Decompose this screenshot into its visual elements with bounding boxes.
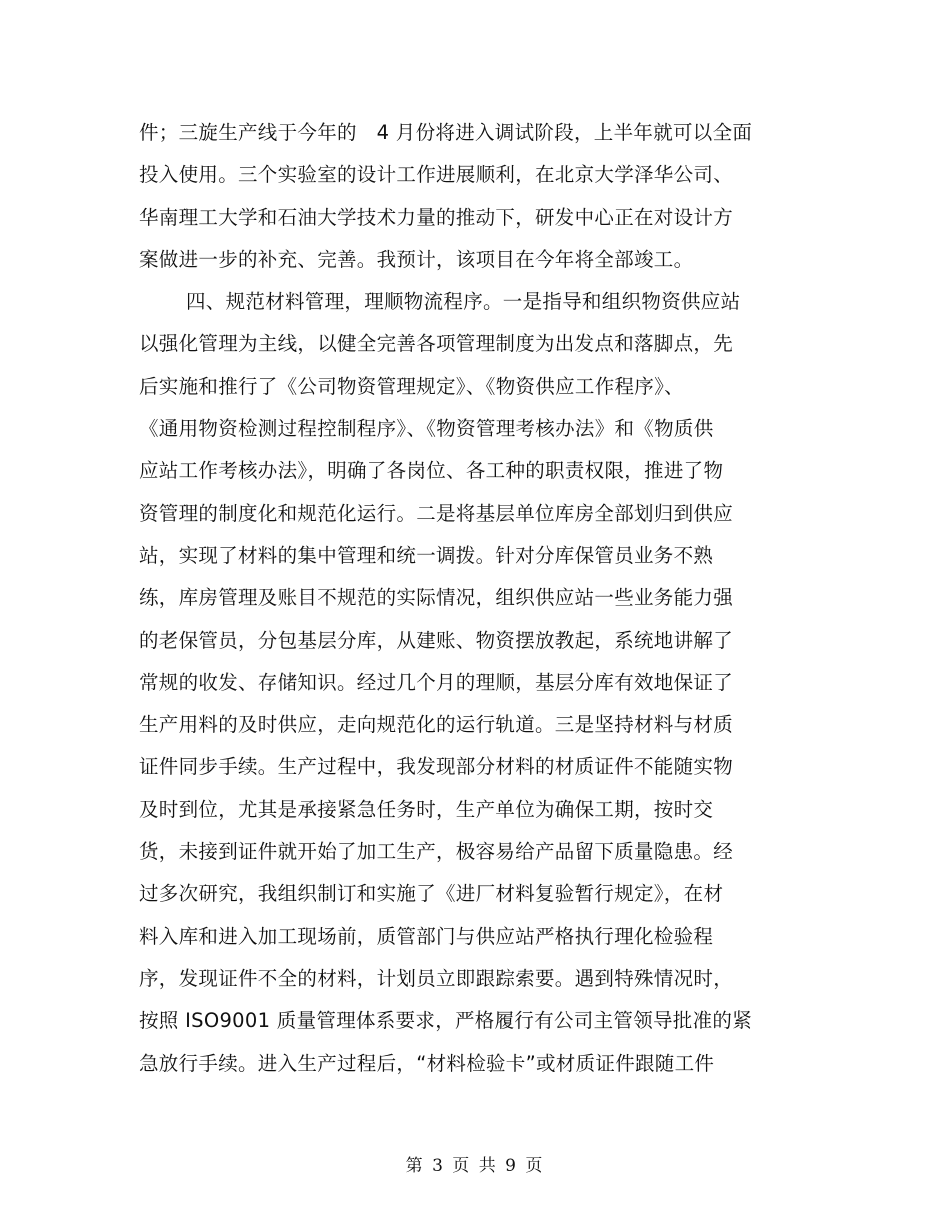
text-line: 按照 ISO9001 质量管理体系要求，严格履行有公司主管领导批准的紧 bbox=[139, 1009, 753, 1033]
text-line: 站，实现了材料的集中管理和统一调拨。针对分库保管员业务不熟 bbox=[139, 543, 714, 567]
text-line: 过多次研究，我组织制订和实施了《进厂材料复验暂行规定》，在材 bbox=[139, 882, 724, 906]
text-line: 以强化管理为主线，以健全完善各项管理制度为出发点和落脚点，先 bbox=[139, 332, 734, 356]
text-line: 后实施和推行了《公司物资管理规定》、《物资供应工作程序》、 bbox=[139, 374, 684, 398]
text-line: 案做进一步的补充、完善。我预计，该项目在今年将全部竣工。 bbox=[139, 247, 694, 271]
text-line: 应站工作考核办法》，明确了各岗位、各工种的职责权限，推进了物 bbox=[139, 459, 724, 483]
text-line: 急放行手续。进入生产过程后，“材料检验卡”或材质证件跟随工件 bbox=[139, 1051, 715, 1075]
text-line: 常规的收发、存储知识。经过几个月的理顺，基层分库有效地保证了 bbox=[139, 670, 734, 694]
page-number-footer: 第 3 页 共 9 页 bbox=[405, 1156, 545, 1176]
text-line: 件；三旋生产线于今年的 4 月份将进入调试阶段，上半年就可以全面 bbox=[139, 121, 753, 144]
text-line: 练，库房管理及账目不规范的实际情况，组织供应站一些业务能力强 bbox=[139, 586, 734, 610]
text-line: 货，未接到证件就开始了加工生产，极容易给产品留下质量隐患。经 bbox=[139, 840, 734, 864]
text-line: 《通用物资检测过程控制程序》、《物资管理考核办法》和《物质供 bbox=[139, 417, 714, 441]
text-line: 资管理的制度化和规范化运行。二是将基层单位库房全部划归到供应 bbox=[139, 501, 734, 525]
text-line: 料入库和进入加工现场前，质管部门与供应站严格执行理化检验程 bbox=[139, 924, 714, 948]
text-line: 及时到位，尤其是承接紧急任务时，生产单位为确保工期，按时交 bbox=[139, 797, 714, 821]
text-line: 的老保管员，分包基层分库，从建账、物资摆放教起，系统地讲解了 bbox=[139, 628, 734, 652]
body-text bbox=[139, 112, 779, 1085]
text-line: 投入使用。三个实验室的设计工作进展顺利，在北京大学泽华公司、 bbox=[139, 163, 734, 187]
text-line: 证件同步手续。生产过程中，我发现部分材料的材质证件不能随实物 bbox=[139, 755, 734, 779]
text-line: 生产用料的及时供应，走向规范化的运行轨道。三是坚持材料与材质 bbox=[139, 713, 734, 737]
text-line: 序，发现证件不全的材料，计划员立即跟踪索要。遇到特殊情况时， bbox=[139, 966, 734, 990]
text-line: 华南理工大学和石油大学技术力量的推动下，研发中心正在对设计方 bbox=[139, 205, 734, 229]
paragraph-start-line: 四、规范材料管理，理顺物流程序。一是指导和组织物资供应站 bbox=[186, 290, 741, 314]
